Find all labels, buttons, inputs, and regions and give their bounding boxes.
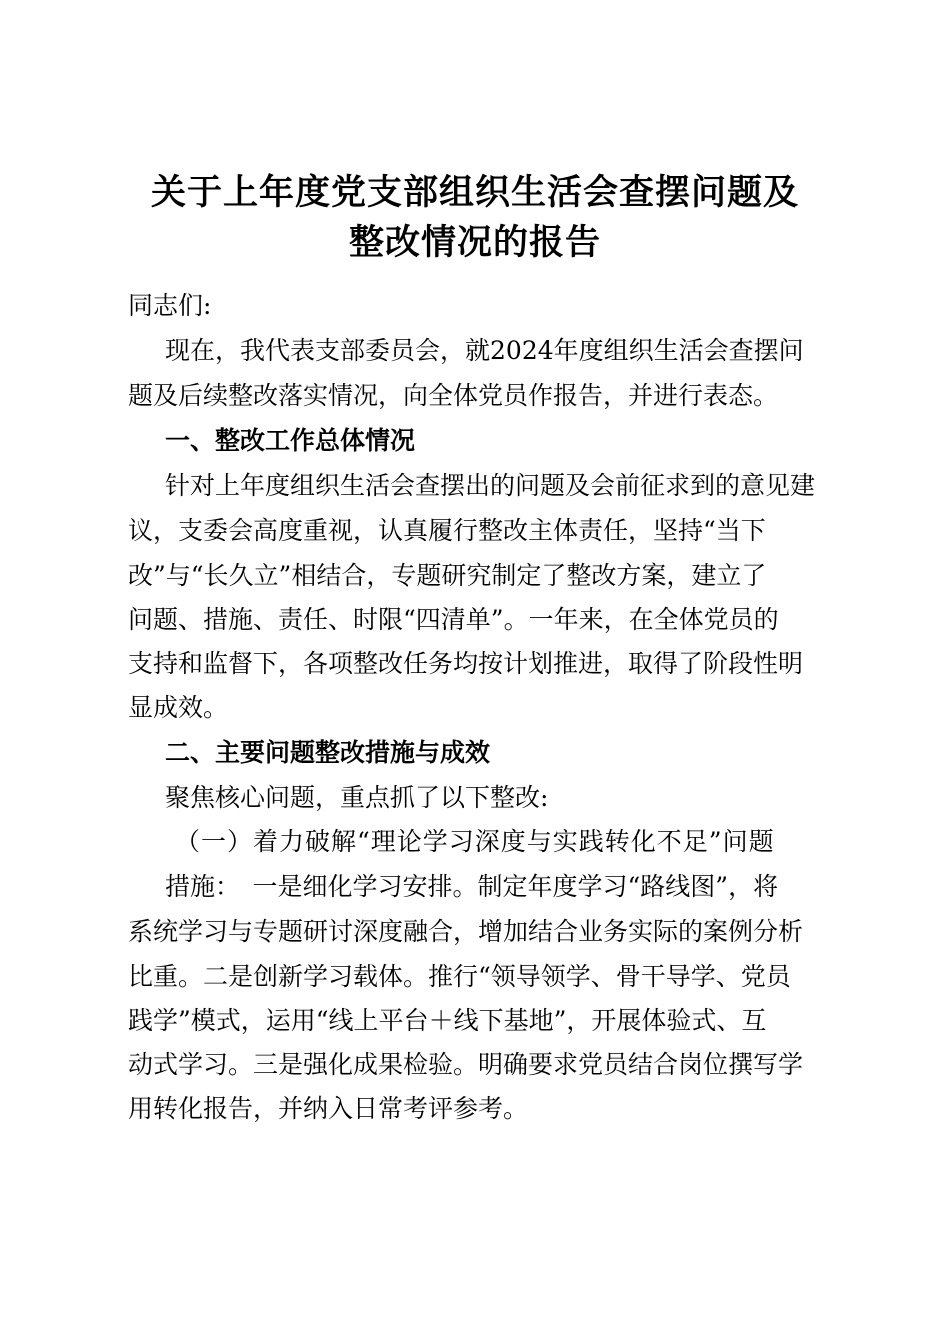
section-2-heading: 二、主要问题整改措施与成效 <box>165 738 491 767</box>
section-1-line-5: 支持和监督下，各项整改任务均按计划推进，取得了阶段性明 <box>128 649 804 678</box>
section-1-line-4: 问题、措施、责任、时限“四清单”。一年来，在全体党员的 <box>128 605 779 634</box>
section-2-line-6: 用转化报告，并纳入日常考评参考。 <box>128 1094 529 1123</box>
intro-line-1: 现在，我代表支部委员会，就2024年度组织生活会查摆问 <box>165 336 804 365</box>
document-title-line-2: 整改情况的报告 <box>348 223 601 263</box>
section-2-line-5: 动式学习。三是强化成果检验。明确要求党员结合岗位撰写学 <box>128 1050 804 1079</box>
section-1-line-6: 显成效。 <box>128 693 229 722</box>
section-2-line-1: 措施： 一是细化学习安排。制定年度学习“路线图”，将 <box>165 872 779 901</box>
salutation: 同志们: <box>128 291 212 320</box>
section-2-line-4: 践学”模式，运用“线上平台＋线下基地”，开展体验式、互 <box>128 1006 767 1035</box>
document-title-line-1: 关于上年度党支部组织生活会查摆问题及 <box>150 173 799 213</box>
section-2-line-2: 系统学习与专题研讨深度融合，增加结合业务实际的案例分析 <box>128 917 804 946</box>
section-1-heading: 一、整改工作总体情况 <box>165 426 416 455</box>
section-1-line-1: 针对上年度组织生活会查摆出的问题及会前征求到的意见建 <box>165 471 816 500</box>
section-2-lead: 聚焦核心问题，重点抓了以下整改: <box>165 783 549 812</box>
intro-line-2: 题及后续整改落实情况，向全体党员作报告，并进行表态。 <box>128 381 779 410</box>
section-1-line-2: 议，支委会高度重视，认真履行整改主体责任，坚持“当下 <box>128 516 766 545</box>
section-2-line-3: 比重。二是创新学习载体。推行“领导领学、骨干导学、党员 <box>128 962 791 991</box>
section-1-line-3: 改”与“长久立”相结合，专题研究制定了整改方案，建立了 <box>128 561 767 590</box>
section-2-subheading: （一）着力破解“理论学习深度与实践转化不足”问题 <box>175 827 775 856</box>
